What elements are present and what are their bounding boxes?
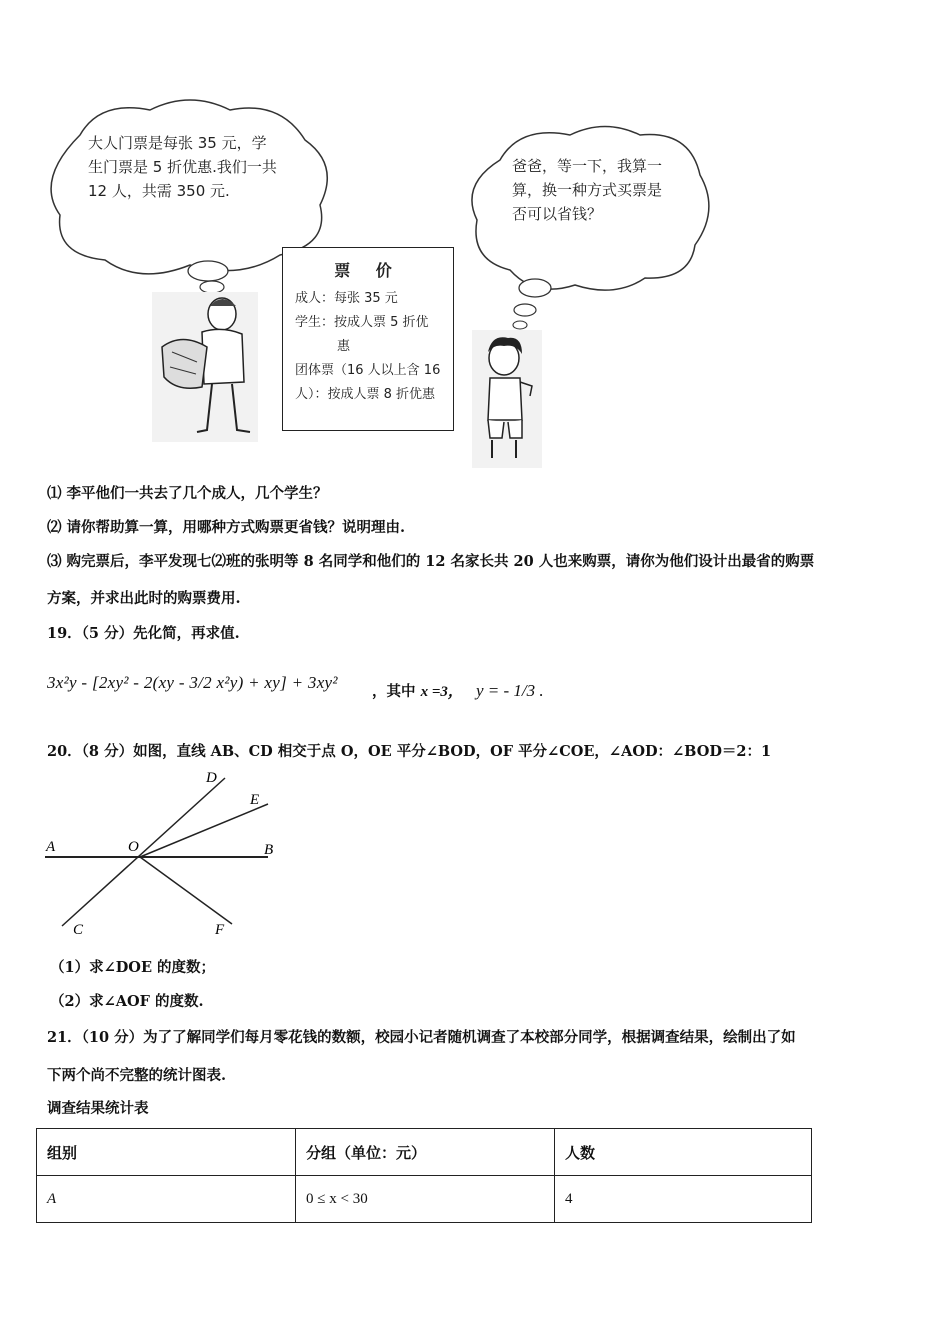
- q19-condition-label: ，其中: [372, 683, 416, 700]
- table-cell: 0 ≤ x < 30: [296, 1176, 555, 1223]
- table-header-row: [37, 1129, 812, 1176]
- thought-cloud-right: [465, 120, 715, 335]
- label-a: A: [46, 839, 56, 855]
- price-line: 学生：按成人票 5 折优: [295, 315, 429, 330]
- label-e: E: [250, 792, 260, 808]
- ray-oe: [140, 804, 268, 857]
- cloud-right-text: 爸爸，等一下，我算一算，换一种方式买票是否可以省钱？: [512, 157, 663, 223]
- price-board-title: 票 价: [334, 261, 402, 280]
- q18-part-3: ⑶ 购完票后，李平发现七⑵班的张明等 8 名同学和他们的 12 名家长共 20 人也来购票，请你为他们设计出最省的购票: [47, 553, 815, 570]
- label-o: O: [128, 839, 139, 855]
- q18-part-1: ⑴ 李平他们一共去了几个成人，几个学生？: [47, 485, 328, 502]
- illustration: [0, 0, 950, 480]
- ray-of: [140, 857, 232, 924]
- q21-table-title: 调查结果统计表: [47, 1100, 149, 1117]
- price-line: 团体票（16 人以上含 16: [295, 363, 441, 378]
- q21-line-2: 下两个尚不完整的统计图表.: [47, 1067, 227, 1084]
- q19-condition: [372, 680, 544, 701]
- survey-results-table: [36, 1128, 812, 1223]
- line-cd: [62, 778, 225, 926]
- q18-part-2: ⑵ 请你帮助算一算，用哪种方式购票更省钱？说明理由.: [47, 519, 406, 536]
- price-board: [282, 247, 454, 431]
- q19-y-value: y = - 1/3 .: [476, 681, 544, 700]
- table-cell: A: [37, 1176, 296, 1223]
- label-f: F: [215, 922, 225, 938]
- q19-x-value: x =3，: [420, 684, 463, 700]
- q20-part-1: （1）求∠DOE 的度数；: [50, 959, 216, 976]
- q20-geometry-figure: [40, 764, 290, 944]
- table-header-cell: 人数: [555, 1129, 812, 1176]
- table-cell: 4: [555, 1176, 812, 1223]
- table-header-cell: 组别: [37, 1129, 296, 1176]
- price-line: 成人：每张 35 元: [295, 291, 398, 306]
- price-line: 惠: [337, 339, 351, 354]
- label-c: C: [73, 922, 84, 938]
- q19-expression-text: 3x²y - [2xy² - 2(xy - 3/2 x²y) + xy] + 3xy²: [47, 673, 338, 692]
- label-d: D: [206, 770, 217, 786]
- table-header-cell: 分组（单位：元）: [296, 1129, 555, 1176]
- cloud-left-text: 大人门票是每张 35 元，学生门票是 5 折优惠.我们一共 12 人，共需 350 元.: [88, 134, 277, 200]
- q20-header: 20．（8 分）如图，直线 AB、CD 相交于点 O，OE 平分∠BOD，OF 平分∠COE，∠AOD：∠BOD＝2：1: [47, 743, 772, 760]
- q18-part-3-cont: 方案，并求出此时的购票费用.: [47, 590, 241, 607]
- student-figure-icon: [472, 330, 542, 468]
- adult-figure-icon: [152, 292, 258, 442]
- table-row: [37, 1176, 812, 1223]
- q20-part-2: （2）求∠AOF 的度数.: [50, 993, 204, 1010]
- label-b: B: [264, 842, 274, 858]
- q19-header: 19．（5 分）先化简，再求值.: [47, 625, 240, 642]
- q21-line-1: 21．（10 分）为了了解同学们每月零花钱的数额，校园小记者随机调查了本校部分同学，根据调查结果，绘制出了如: [47, 1029, 796, 1046]
- price-line: 人）：按成人票 8 折优惠: [295, 387, 436, 402]
